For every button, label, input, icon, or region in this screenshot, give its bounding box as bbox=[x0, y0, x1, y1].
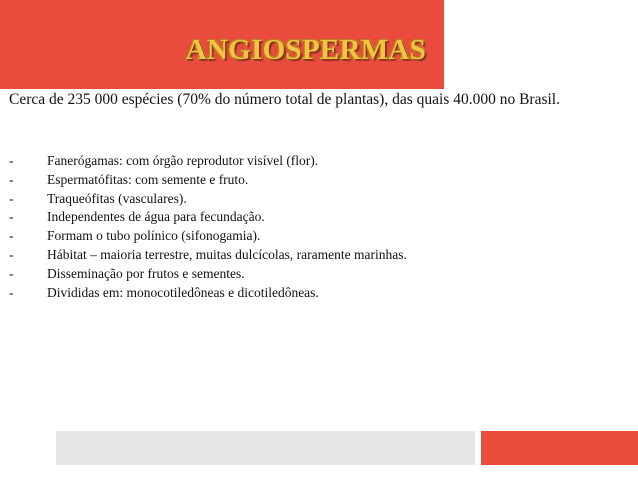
bullet-text: Independentes de água para fecundação. bbox=[47, 209, 265, 225]
list-item bbox=[9, 265, 623, 284]
bullet-marker: - bbox=[9, 265, 14, 281]
bullet-text: Hábitat – maioria terrestre, muitas dulcícolas, raramente marinhas. bbox=[47, 246, 407, 262]
list-item bbox=[9, 208, 623, 227]
footer-gray-bar bbox=[56, 431, 475, 465]
bullet-text: Fanerógamas: com órgão reprodutor visível (flor). bbox=[47, 153, 319, 168]
bullet-list bbox=[9, 152, 623, 302]
bullet-text: Divididas em: monocotiledôneas e dicotiledôneas. bbox=[47, 284, 319, 300]
list-item bbox=[9, 284, 623, 303]
footer-red-bar bbox=[481, 431, 638, 465]
bullet-marker: - bbox=[9, 228, 14, 244]
bullet-text: Formam o tubo polínico (sifonogamia). bbox=[47, 228, 261, 244]
bullet-marker: - bbox=[9, 190, 14, 206]
list-item bbox=[9, 152, 623, 171]
list-item bbox=[9, 246, 623, 265]
list-item bbox=[9, 171, 623, 190]
bullet-marker: - bbox=[9, 284, 14, 300]
bullet-marker: - bbox=[9, 209, 14, 225]
bullet-text: Disseminação por frutos e sementes. bbox=[47, 265, 245, 281]
bullet-marker: - bbox=[9, 153, 14, 168]
intro-text: Cerca de 235 000 espécies (70% do número total de plantas), das quais 40.000 no Brasil. bbox=[9, 91, 560, 108]
slide-title: ANGIOSPERMAS bbox=[185, 34, 427, 66]
bullet-marker: - bbox=[9, 246, 14, 262]
list-item bbox=[9, 227, 623, 246]
list-item bbox=[9, 190, 623, 209]
bullet-text: Espermatófitas: com semente e fruto. bbox=[47, 171, 249, 187]
bullet-marker: - bbox=[9, 171, 14, 187]
bullet-text: Traqueófitas (vasculares). bbox=[47, 190, 187, 206]
